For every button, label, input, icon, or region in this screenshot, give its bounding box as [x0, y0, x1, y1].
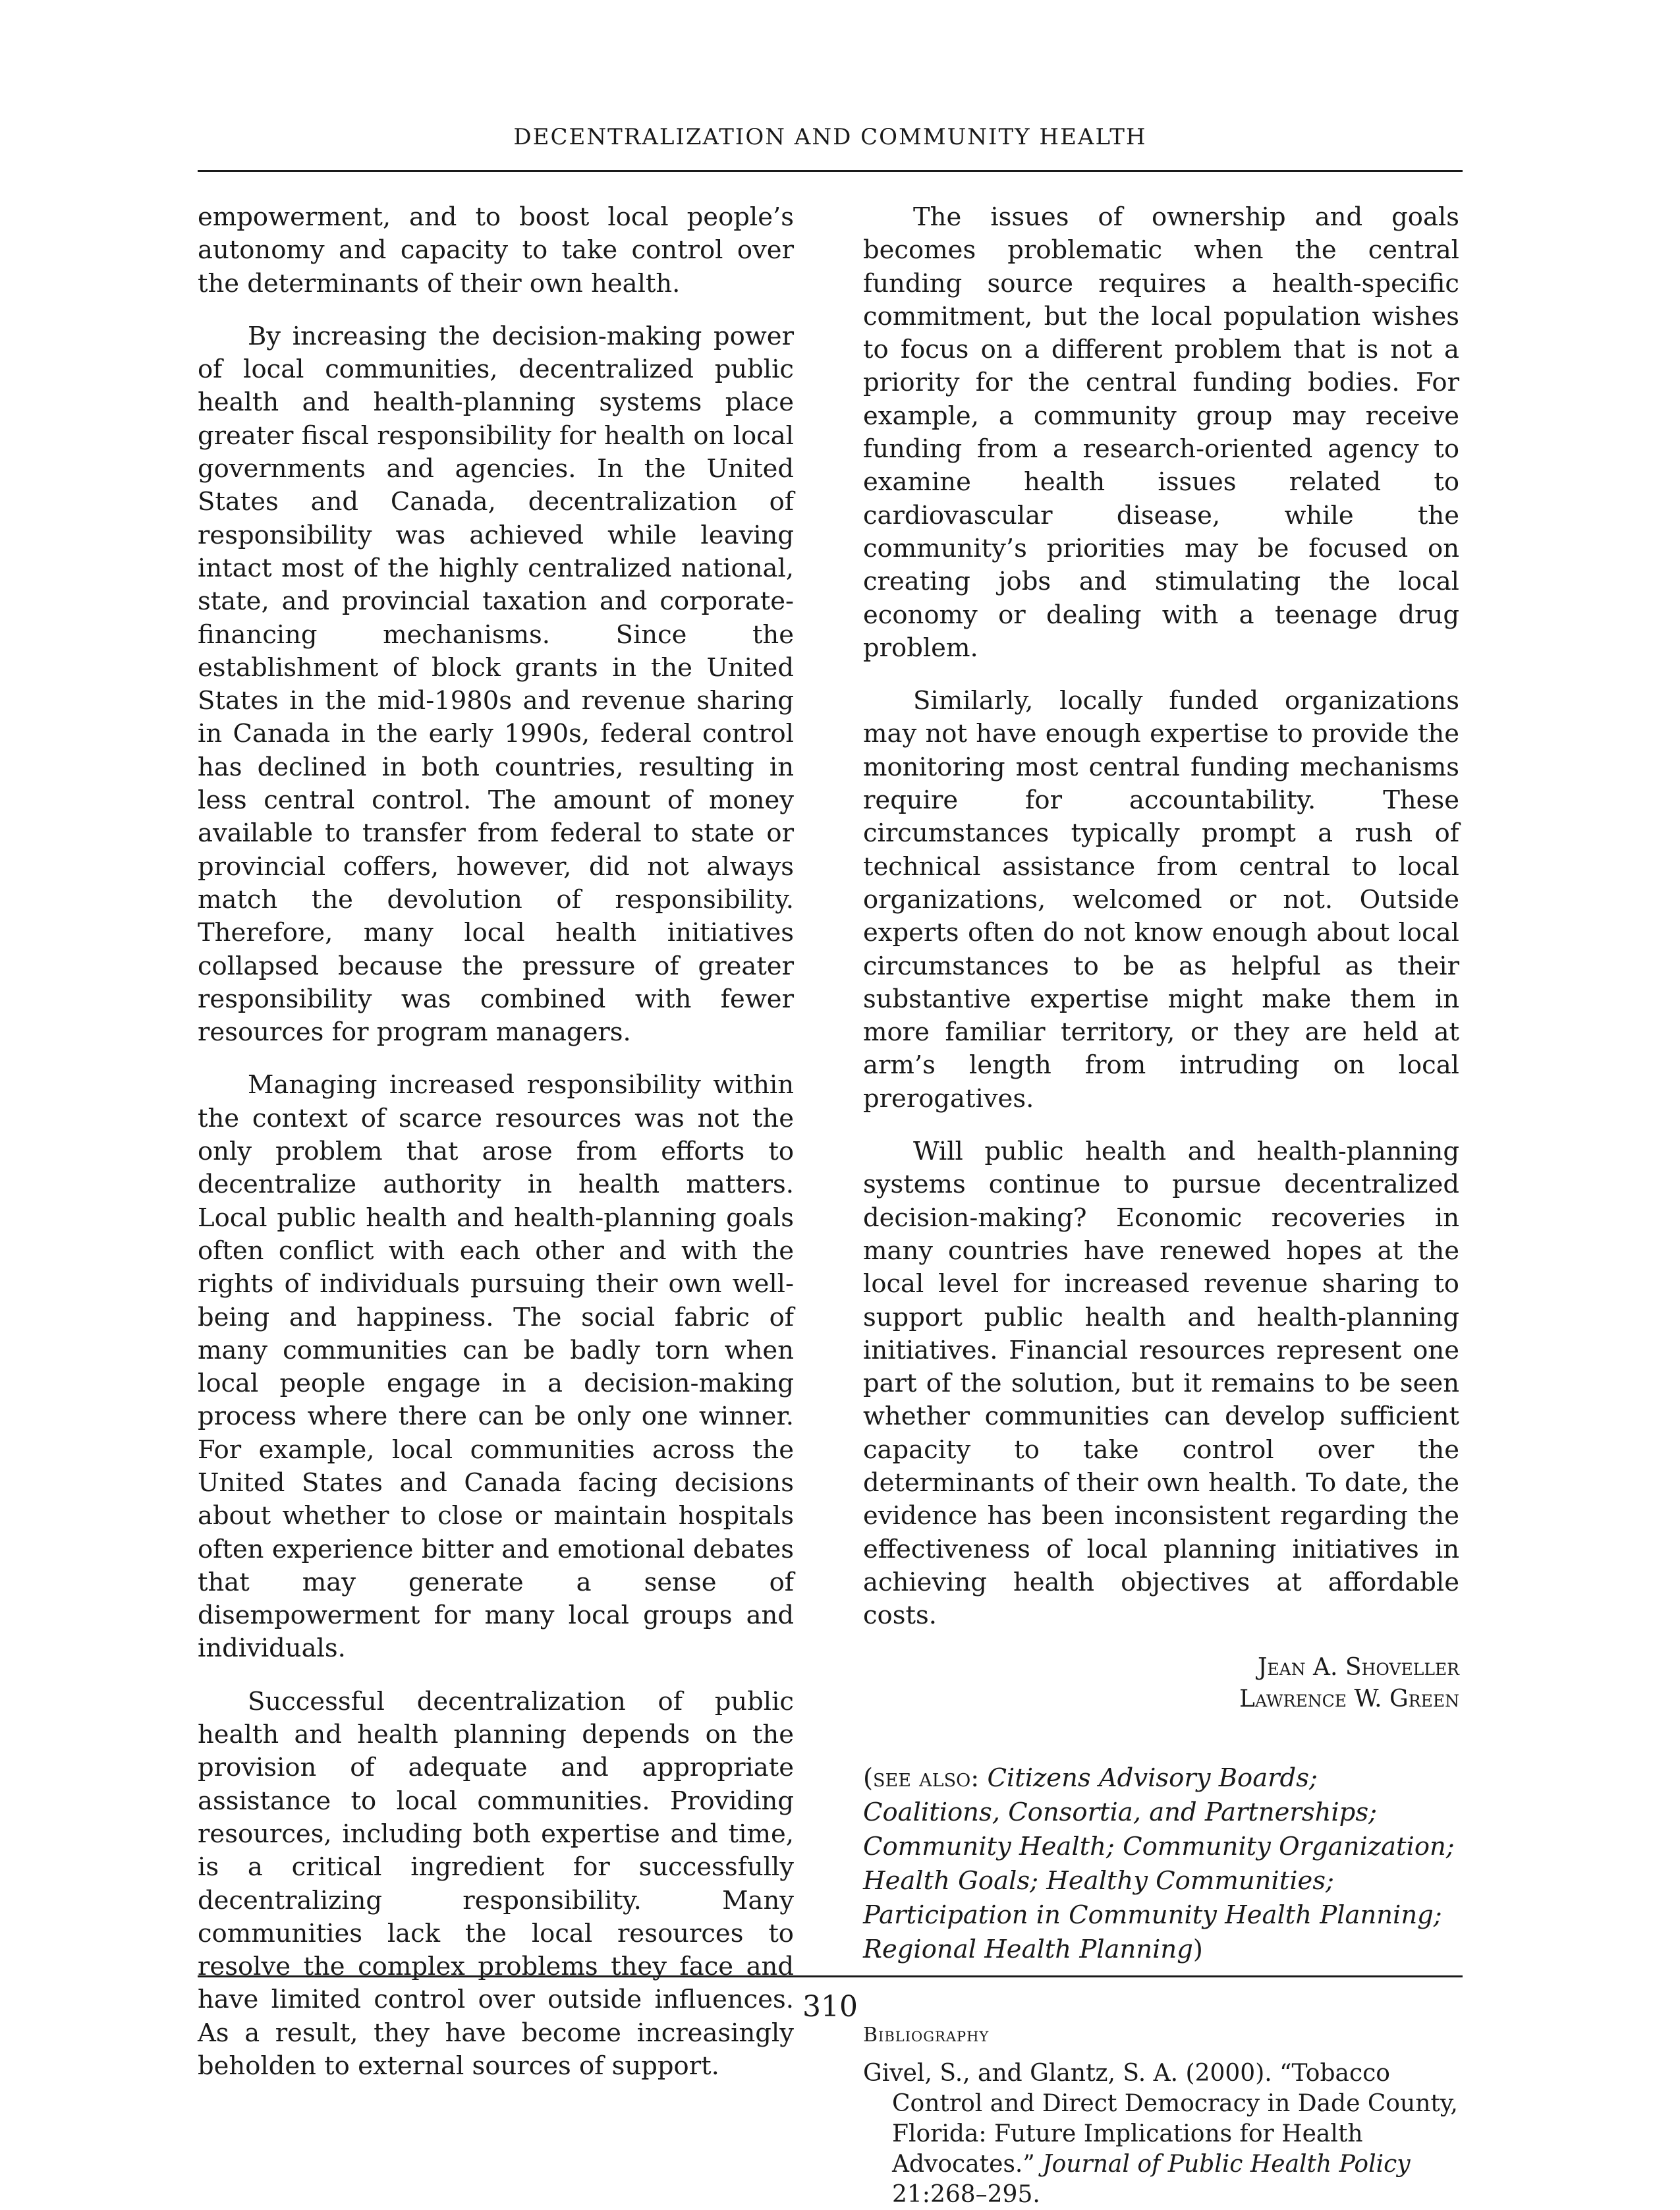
see-also-topics: Citizens Advisory Boards; Coalitions, Consortia, and Partnerships; Community Health; Community Organization; Health Goals; Healthy Communities; Participation in Community Health Planning; Regional Health Planning: [863, 1763, 1455, 1965]
body-paragraph: Will public health and health-planning systems continue to pursue decentralized decision-making? Economic recoveries in many countries have renewed hopes at the local level for increased revenue sharing to support public health and health-planning initiatives. Financial resources represent one part of the solution, but it remains to be seen whether communities can develop sufficient capacity to take control over the determinants of their own health. To date, the evidence has been inconsistent regarding the effectiveness of local planning initiatives in achieving health objectives at affordable costs.: [863, 1137, 1459, 1631]
author-signature: [863, 1652, 1459, 1715]
header-rule: [198, 170, 1463, 172]
running-head: DECENTRALIZATION AND COMMUNITY HEALTH: [513, 124, 1147, 150]
bibliography-volume: 21:268–295.: [892, 2181, 1040, 2209]
left-column: [198, 201, 794, 2103]
bibliography-entry: [863, 2058, 1459, 2210]
see-also-colon: :: [970, 1763, 988, 1794]
see-also-block: [863, 1761, 1459, 1967]
see-also-close-paren: ): [1192, 1935, 1203, 1965]
page-number: 310: [802, 1990, 858, 2024]
body-paragraph: By increasing the decision-making power of local communities, decentralized public health and health-planning systems place greater fiscal responsibility for health on local governments and agencies. In the United States and Canada, decentralization of responsibility was achieved while leaving intact most of the highly centralized national, state, and provincial taxation and corporate-financing mechanisms. Since the establishment of block grants in the United States in the mid-1980s and revenue sharing in Canada in the early 1990s, federal control has declined in both countries, resulting in less central control. The amount of money available to transfer from federal to state or provincial coffers, however, did not always match the devolution of responsibility. Therefore, many local health initiatives collapsed because the pressure of greater responsibility was combined with fewer resources for program managers.: [198, 321, 794, 1048]
bibliography-journal: Journal of Public Health Policy: [1042, 2151, 1411, 2178]
bibliography-heading: Bibliography: [863, 2024, 990, 2047]
body-paragraph: Similarly, locally funded organizations may not have enough expertise to provide the monitoring most central funding mechanisms require for accountability. These circumstances typically prompt a rush of technical assistance from central to local organizations, welcomed or not. Outside experts often do not know enough about local circumstances to be as helpful as their substantive expertise might make them in more familiar territory, or they are held at arm’s length from intruding on local prerogatives.: [863, 686, 1459, 1114]
see-also-open-paren: (: [863, 1763, 874, 1794]
body-paragraph: The issues of ownership and goals becomes problematic when the central funding source requires a health-specific commitment, but the local population wishes to focus on a different problem that is not a priority for the central funding bodies. For example, a community group may receive funding from a research-oriented agency to examine health issues related to cardiovascular disease, while the community’s priorities may be focused on creating jobs and stimulating the local economy or dealing with a teenage drug problem.: [863, 202, 1459, 663]
body-paragraph: empowerment, and to boost local people’s autonomy and capacity to take control over the determinants of their own health.: [198, 202, 794, 298]
body-paragraph: Managing increased responsibility within the context of scarce resources was not the only problem that arose from efforts to decentralize authority in health matters. Local public health and health-planning goals often conflict with each other and with the rights of individuals pursuing their own well-being and happiness. The social fabric of many communities can be badly torn when local people engage in a decision-making process where there can be only one winner. For example, local communities across the United States and Canada facing decisions about whether to close or maintain hospitals often experience bitter and emotional debates that may generate a sense of disempowerment for many local groups and individuals.: [198, 1070, 794, 1664]
footer-rule: [198, 1975, 1463, 1977]
body-paragraph: Successful decentralization of public health and health planning depends on the provision of adequate and appropriate assistance to local communities. Providing resources, including both expertise and time, is a critical ingredient for successfully decentralizing responsibility. Many communities lack the local resources to resolve the complex problems they face and have limited control over outside influences. As a result, they have become increasingly beholden to external sources of support.: [198, 1686, 794, 2082]
bibliography-citation: Givel, S., and Glantz, S. A. (2000). “Tobacco Control and Direct Democracy in Dade County, Florida: Future Implications for Health Advocates.”: [863, 2060, 1458, 2178]
see-also-label: see also: [873, 1763, 971, 1794]
author-name: Jean A. Shoveller: [1257, 1654, 1459, 1682]
author-name: Lawrence W. Green: [1239, 1686, 1459, 1713]
right-column: [863, 201, 1459, 2210]
